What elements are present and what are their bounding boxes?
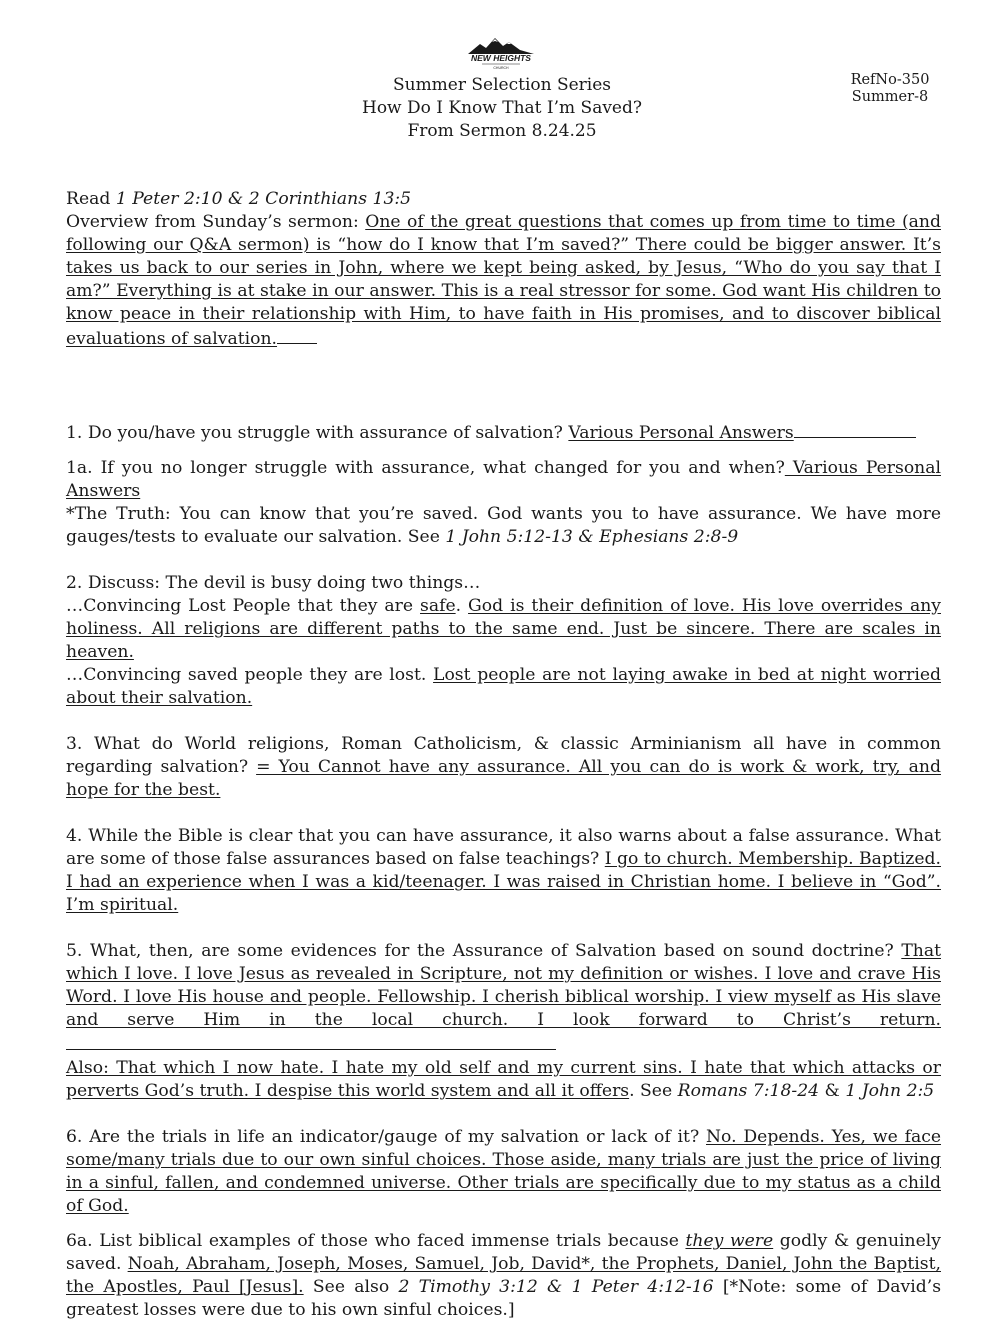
lesson-title: How Do I Know That I’m Saved?: [362, 98, 642, 118]
separator: &: [819, 1081, 846, 1101]
question-5: [66, 940, 941, 1103]
question-4: [66, 825, 941, 917]
overview-text: One of the great questions that comes up from time to time (and following our Q&A sermon) is “how do I know that I’m saved?” There could be bigger answer. It’s takes us back to our series in John, where we kept being asked, by Jesus, “Who do you say that I am?” Everything is at stake in our answer. This is a real stressor for some. God want His children to know peace in their relationship with Him, to have faith in His promises, and to discover biblical evaluations of salvation.: [66, 212, 941, 349]
question-text-end: godly & genuinely saved.: [66, 1231, 942, 1274]
question-text: 4. While the Bible is clear that you can have assurance, it also warns about a false assurance. What are some of those false assurances based on false teachings?: [66, 826, 941, 869]
question-1a: [66, 457, 941, 549]
discussion-prefix: …Convincing Lost People that they are: [66, 596, 421, 616]
separator: .: [455, 596, 469, 616]
answer-text: = You Cannot have any assurance. All you can do is work & work, try, and hope for the best.: [66, 757, 941, 800]
question-6: [66, 1126, 941, 1218]
note-text: [*Note: some of David’s greatest losses were due to his own sinful choices.]: [66, 1277, 942, 1320]
scripture-ref: Romans 7:18-24: [677, 1081, 820, 1101]
answer-text: Various Personal Answers: [66, 458, 941, 501]
question-text: 3. What do World religions, Roman Catholicism, & classic Arminianism all have in common regarding salvation?: [66, 734, 941, 777]
ref-number: RefNo-350: [850, 72, 930, 88]
scripture-refs: 2 Timothy 3:12 & 1 Peter 4:12-16: [398, 1277, 714, 1297]
overview-label: Overview from Sunday’s sermon:: [66, 212, 366, 232]
answer-text: Noah, Abraham, Joseph, Moses, Samuel, Job, David*, the Prophets, Daniel, John the Baptist, the Apostles, Paul [Jesus].: [66, 1254, 941, 1297]
svg-text:NEW HEIGHTS: NEW HEIGHTS: [471, 53, 531, 63]
overview-paragraph: [66, 211, 941, 351]
study-content: [66, 188, 941, 1322]
question-3: [66, 733, 941, 802]
read-line: [66, 188, 941, 211]
truth-text: *The Truth: You can know that you’re saved. God wants you to have assurance. We have more gauges/tests to evaluate our salvation. See: [66, 504, 941, 547]
question-6a: [66, 1230, 941, 1322]
answer-keyword: safe: [420, 596, 456, 616]
question-text: 1a. If you no longer struggle with assurance, what changed for you and when?: [66, 458, 785, 478]
scripture-refs: 1 John 5:12-13 & Ephesians 2:8-9: [445, 527, 739, 547]
question-text: 6a. List biblical examples of those who faced immense trials because: [66, 1231, 686, 1251]
ref-series: Summer-8: [851, 89, 929, 105]
mountain-logo-icon: [462, 36, 540, 72]
answer-text: Various Personal Answers: [568, 423, 794, 443]
answer-text: I go to church. Membership. Baptized. I had an experience when I was a kid/teenager. I was raised in Christian home. I believe in “God”. I’m spiritual.: [66, 849, 941, 915]
sermon-date: From Sermon 8.24.25: [407, 121, 597, 141]
question-text: 2. Discuss: The devil is busy doing two things…: [66, 573, 481, 593]
scripture-ref: 1 John 2:5: [845, 1081, 935, 1101]
question-text: 6. Are the trials in life an indicator/gauge of my salvation or lack of it?: [66, 1127, 706, 1147]
read-references: 1 Peter 2:10 & 2 Corinthians 13:5: [115, 189, 412, 209]
read-label: Read: [66, 189, 116, 209]
question-1: [66, 420, 941, 445]
emphasis-text: they were: [685, 1231, 774, 1251]
question-2: [66, 572, 941, 710]
question-text: 1. Do you/have you struggle with assurance of salvation?: [66, 423, 569, 443]
question-text: 5. What, then, are some evidences for the Assurance of Salvation based on sound doctrine?: [66, 941, 902, 961]
blank-line: [66, 1032, 556, 1050]
answer-text: That which I love. I love Jesus as revealed in Scripture, not my definition or wishes. I love and crave His Word. I love His house and people. Fellowship. I cherish biblical worship. I view myself as His slave and serve Him in the local church. I look forward to Christ’s return.: [66, 941, 941, 1030]
blank-line: [277, 326, 317, 344]
answer-also-text: Also: That which I now hate. I hate my old self and my current sins. I hate that which attacks or perverts God’s truth. I despise this world system and all it offers: [66, 1058, 941, 1101]
discussion-prefix: …Convincing saved people they are lost.: [66, 665, 434, 685]
document-title: [300, 74, 704, 143]
church-logo: [462, 36, 540, 72]
svg-text:CHURCH: CHURCH: [493, 66, 509, 70]
answer-text: No. Depends. Yes, we face some/many trials due to our own sinful choices. Those aside, many trials are just the price of living in a sinful, fallen, and condemned universe. Other trials are specifically due to my status as a child of God.: [66, 1127, 941, 1216]
series-title: Summer Selection Series: [392, 75, 612, 95]
answer-text: God is their definition of love. His love overrides any holiness. All religions are different paths to the same end. Just be sincere. There are scales in heaven.: [66, 596, 941, 662]
reference-block: [848, 72, 932, 106]
see-label: . See: [629, 1081, 678, 1101]
blank-line: [794, 420, 916, 438]
see-label: See also: [303, 1277, 399, 1297]
answer-text: Lost people are not laying awake in bed at night worried about their salvation.: [66, 665, 941, 708]
